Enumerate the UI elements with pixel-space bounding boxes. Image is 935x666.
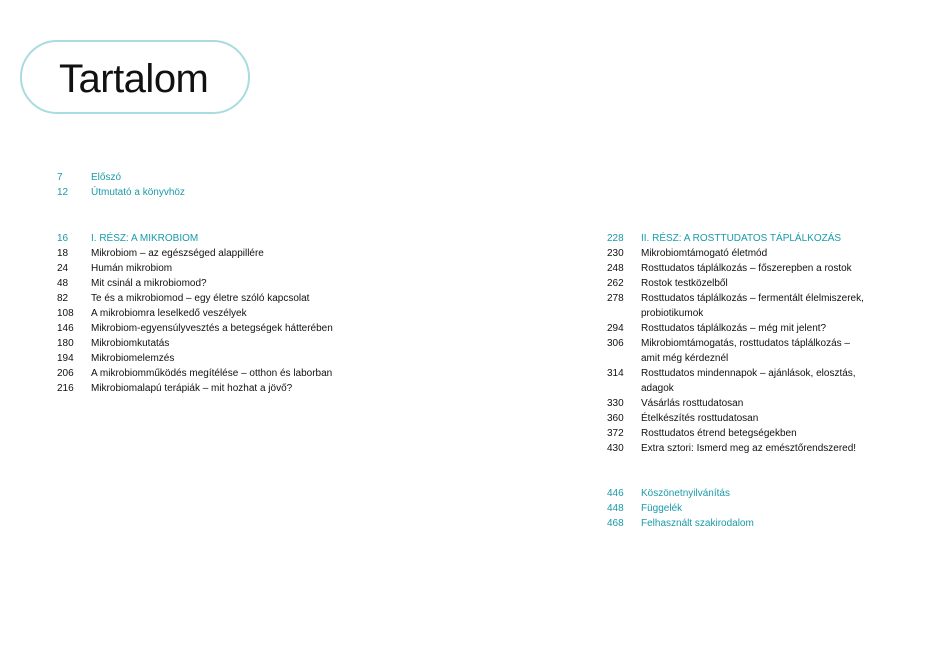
toc-page-number: 330 [607,398,624,409]
toc-entry-title: Ételkészítés rosttudatosan [641,413,759,424]
toc-entry-title: Mikrobiomelemzés [91,353,175,364]
toc-page-number: 108 [57,308,74,319]
toc-entry-title: Mikrobiomkutatás [91,338,170,349]
toc-entry-title: A mikrobiomra leselkedő veszélyek [91,308,247,319]
toc-page-number: 448 [607,503,624,514]
toc-page-number: 12 [57,187,69,198]
toc-entry-title: Mit csinál a mikrobiomod? [91,278,207,289]
toc-entry-title: Rosttudatos mindennapok – ajánlások, elosztás, [641,368,856,379]
toc-part-title: II. RÉSZ: A ROSTTUDATOS TÁPLÁLKOZÁS [641,233,842,244]
toc-entry-title: Te és a mikrobiomod – egy életre szóló kapcsolat [91,293,310,304]
toc-entry-title: Rosttudatos táplálkozás – még mit jelent? [641,323,827,334]
toc-entry-title: Függelék [641,503,683,514]
toc-page-number: 446 [607,488,624,499]
toc-page-number: 16 [57,233,69,244]
toc-page-number: 82 [57,293,69,304]
title-pill [20,40,250,114]
toc-page-number: 230 [607,248,624,259]
toc-page-number: 24 [57,263,69,274]
toc-entry-title: Felhasznált szakirodalom [641,518,754,529]
page-title: Tartalom [59,57,209,101]
toc-page-number: 206 [57,368,74,379]
toc-page-number: 248 [607,263,624,274]
toc-entry-title: Útmutató a könyvhöz [91,187,185,198]
toc-entry-title: Mikrobiomtámogatás, rosttudatos táplálkozás – [641,338,850,349]
toc-entry-title: Humán mikrobiom [91,263,173,274]
toc-page-number: 306 [607,338,624,349]
toc-entry-title: Rostok testközelből [641,278,728,289]
toc-entry-title: Mikrobiomalapú terápiák – mit hozhat a jövő? [91,383,293,394]
toc-page-number: 48 [57,278,69,289]
toc-entry-title: Rosttudatos táplálkozás – főszerepben a rostok [641,263,852,274]
toc-page-number: 468 [607,518,624,529]
toc-entry-title-continued: probiotikumok [641,308,704,319]
toc-page-number: 430 [607,443,624,454]
toc-page-number: 216 [57,383,74,394]
toc-page-number: 372 [607,428,624,439]
toc-entry-title: Köszönetnyilvánítás [641,488,730,499]
toc-entry-title: A mikrobiomműködés megítélése – otthon és laborban [91,368,333,379]
toc-page-number: 228 [607,233,624,244]
toc-page-number: 180 [57,338,74,349]
toc-entry-title-continued: adagok [641,383,674,394]
toc-page-number: 146 [57,323,74,334]
toc-entry-title: Mikrobiom-egyensúlyvesztés a betegségek hátterében [91,323,333,334]
toc-entry-title: Extra sztori: Ismerd meg az emésztőrendszered! [641,443,857,454]
toc-entry-title: Előszó [91,172,122,183]
toc-page-number: 7 [57,172,63,183]
toc-page-number: 294 [607,323,624,334]
toc-page-number: 314 [607,368,624,379]
toc-page-number: 262 [607,278,624,289]
toc-entry-title: Vásárlás rosttudatosan [641,398,744,409]
toc-entry-title: Mikrobiom – az egészséged alappillére [91,248,264,259]
toc-page-number: 278 [607,293,624,304]
toc-entry-title: Rosttudatos étrend betegségekben [641,428,797,439]
toc-part-title: I. RÉSZ: A MIKROBIOM [91,233,199,244]
toc-entry-title: Mikrobiomtámogató életmód [641,248,768,259]
toc-page-number: 18 [57,248,69,259]
toc-page-number: 360 [607,413,624,424]
toc-entry-title: Rosttudatos táplálkozás – fermentált élelmiszerek, [641,293,864,304]
toc-entry-title-continued: amit még kérdeznél [641,353,729,364]
toc-page-number: 194 [57,353,74,364]
